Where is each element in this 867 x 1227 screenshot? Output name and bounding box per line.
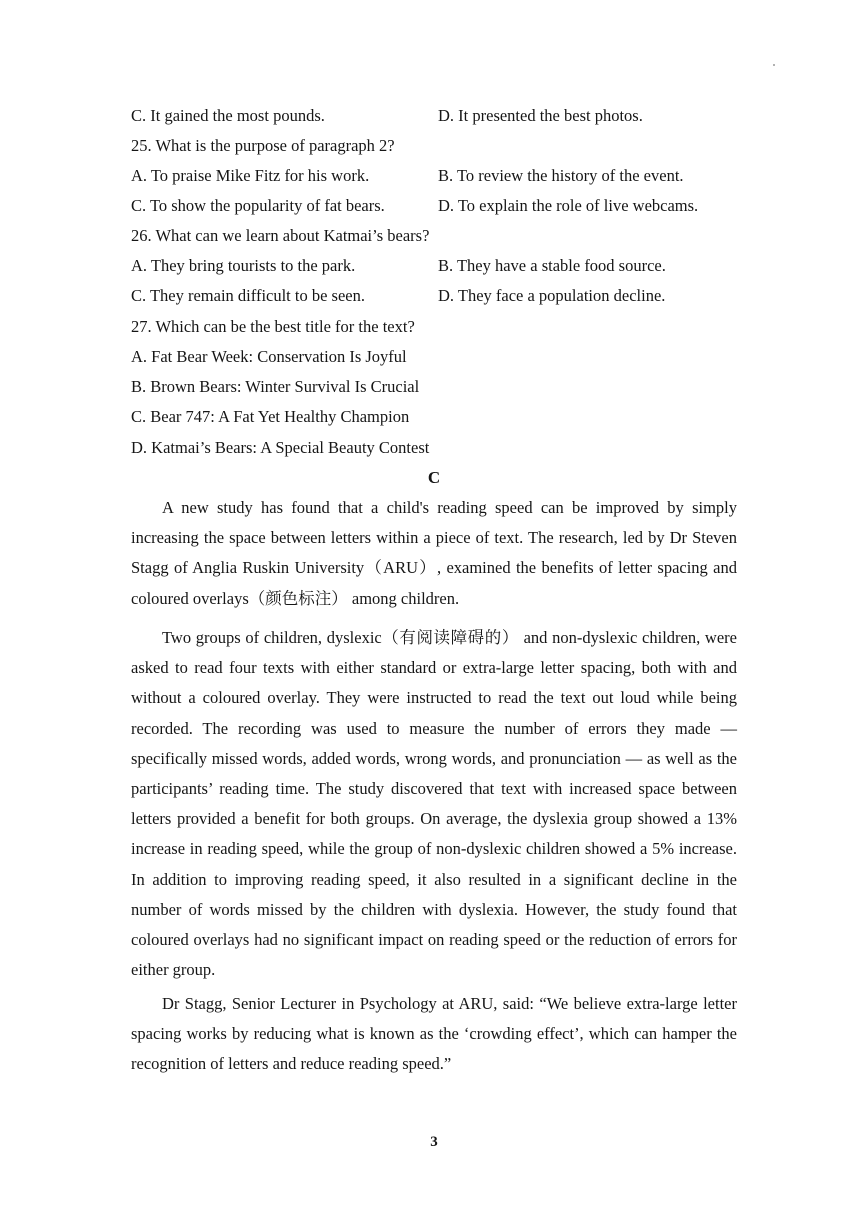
q26-option-d: D. They face a population decline. [438,286,666,305]
q25-stem: 25. What is the purpose of paragraph 2? [131,136,395,155]
q27-option-c: C. Bear 747: A Fat Yet Healthy Champion [131,407,410,426]
scan-dot [773,64,775,66]
q27-option-a: A. Fat Bear Week: Conservation Is Joyful [131,347,407,366]
q25-option-c: C. To show the popularity of fat bears. [131,196,385,215]
q24-option-d: D. It presented the best photos. [438,106,643,125]
exam-page [131,0,737,1227]
q26-option-b: B. They have a stable food source. [438,256,666,275]
q26-option-a: A. They bring tourists to the park. [131,256,356,275]
q26-stem: 26. What can we learn about Katmai’s bears? [131,226,430,245]
q26-option-c: C. They remain difficult to be seen. [131,286,365,305]
q24-option-c: C. It gained the most pounds. [131,106,325,125]
q27-option-d: D. Katmai’s Bears: A Special Beauty Contest [131,438,430,457]
q25-option-a: A. To praise Mike Fitz for his work. [131,166,370,185]
q27-option-b: B. Brown Bears: Winter Survival Is Crucial [131,377,420,396]
q25-option-b: B. To review the history of the event. [438,166,684,185]
passage-paragraph-2: Two groups of children, dyslexic（有阅读障碍的） and non-dyslexic children, were asked to read four texts with either standard or extra-large letter spacing, both with and without a coloured overlay. They were instructed to read the text out loud while being recorded. The recording was used to measure the number of errors they made — specifically missed words, added words, wrong words, and pronunciation — as well as the participants’ reading time. The study discovered that text with increased space between letters provided a benefit for both groups. On average, the dyslexia group showed a 13% increase in reading speed, while the group of non-dyslexic children showed a 5% increase. In addition to improving reading speed, it also resulted in a significant decline in the number of words missed by the children with dyslexia. However, the study found that coloured overlays had no significant impact on reading speed or the reduction of errors for either group. [131,628,737,980]
passage-paragraph-1: A new study has found that a child's reading speed can be improved by simply increasing the space between letters within a piece of text. The research, led by Dr Steven Stagg of Anglia Ruskin University（ARU）, examined the benefits of letter spacing and coloured overlays（颜色标注） among children. [131,498,737,608]
page-number: 3 [430,1134,438,1150]
passage-paragraph-3: Dr Stagg, Senior Lecturer in Psychology at ARU, said: “We believe extra-large letter spacing works by reducing what is known as the ‘crowding effect’, which can hamper the recognition of letters and reduce reading speed.” [131,994,737,1074]
q25-option-d: D. To explain the role of live webcams. [438,196,699,215]
q27-stem: 27. Which can be the best title for the text? [131,317,415,336]
section-heading-c: C [427,468,441,487]
